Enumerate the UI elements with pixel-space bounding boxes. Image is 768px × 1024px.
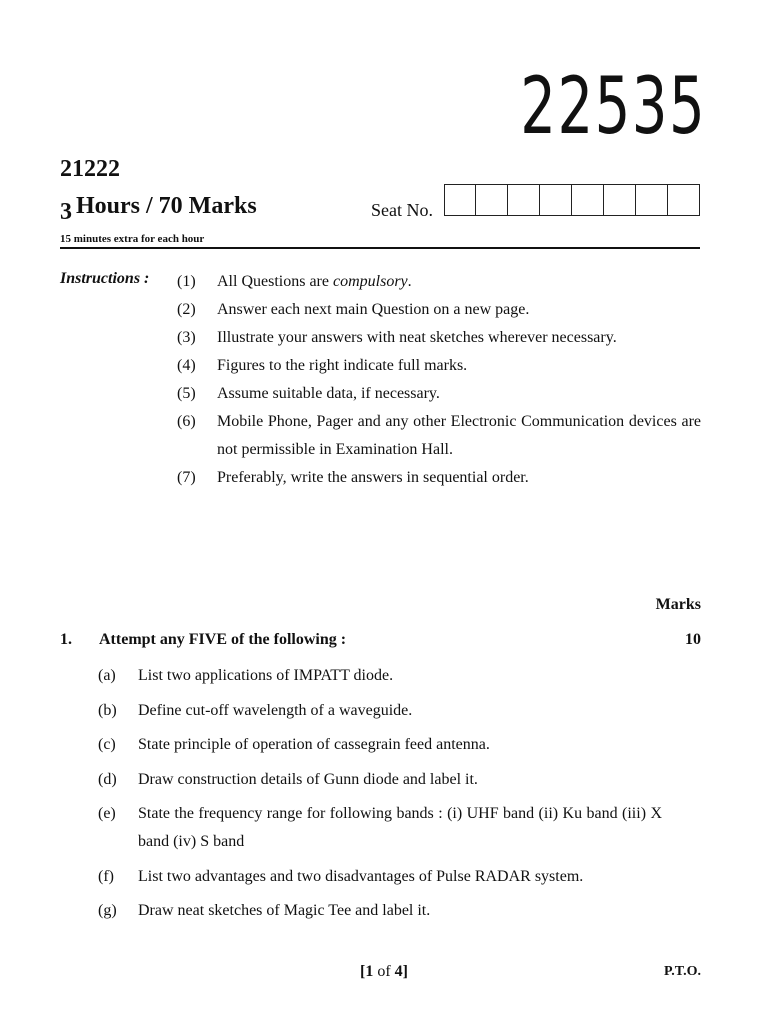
instruction-number: (4) — [177, 357, 196, 374]
instructions-list — [177, 268, 701, 492]
seat-number-boxes[interactable] — [444, 184, 700, 216]
subquestion — [98, 731, 662, 759]
page-current: 1 — [365, 963, 374, 980]
question-number: 1. — [60, 631, 72, 648]
subquestion — [98, 863, 662, 891]
subquestion-text: State principle of operation of cassegrain feed antenna. — [138, 736, 490, 753]
subquestion — [98, 766, 662, 794]
page-bracket-open: [ — [360, 963, 366, 980]
instruction-item — [177, 296, 701, 324]
subquestion — [98, 662, 662, 690]
instruction-text-main: All Questions are — [217, 273, 333, 290]
instruction-number: (7) — [177, 469, 196, 486]
subquestion-label: (e) — [98, 805, 116, 822]
instruction-emphasis: compulsory — [332, 273, 408, 290]
subquestion-label: (b) — [98, 701, 117, 719]
paper-code: 22535 — [520, 62, 706, 152]
subquestion-label: (a) — [98, 667, 116, 684]
instruction-text: Assume suitable data, if necessary. — [217, 385, 440, 402]
instruction-number: (6) — [177, 413, 196, 430]
subquestion-text: State the frequency range for following bands : (i) UHF band (ii) Ku band (iii) X band (iv) S band — [138, 805, 662, 850]
marks-column-header: Marks — [655, 596, 701, 613]
instruction-item — [177, 408, 701, 464]
instruction-number: (1) — [177, 273, 196, 290]
extra-time-note: 15 minutes extra for each hour — [60, 233, 205, 245]
instruction-item — [177, 464, 701, 492]
subquestion-label: (c) — [98, 736, 116, 753]
instruction-number: (3) — [177, 329, 196, 346]
seat-number-label: Seat No. — [371, 200, 433, 220]
instruction-text: Mobile Phone, Pager and any other Electronic Communication devices are not permissible in Examination Hall. — [217, 413, 701, 458]
question-marks: 10 — [685, 631, 701, 648]
seat-digit-box[interactable] — [604, 184, 636, 216]
seat-digit-box[interactable] — [508, 184, 540, 216]
question-title: Attempt any FIVE of the following : — [99, 631, 347, 648]
pto-label: P.T.O. — [664, 964, 701, 979]
instruction-text: Answer each next main Question on a new page. — [217, 301, 530, 318]
page-of: of — [373, 963, 395, 980]
instruction-text: Figures to the right indicate full marks. — [217, 357, 468, 374]
instruction-number: (2) — [177, 301, 196, 318]
subquestion-text: Define cut-off wavelength of a waveguide. — [138, 701, 413, 719]
subquestion-label: (f) — [98, 867, 114, 885]
instruction-text — [217, 268, 701, 296]
subquestion — [98, 800, 662, 856]
duration-number: 3 — [60, 199, 72, 225]
page-bracket-close: ] — [402, 963, 408, 980]
subquestion-label: (g) — [98, 902, 117, 919]
instruction-item — [177, 380, 701, 408]
seat-digit-box[interactable] — [572, 184, 604, 216]
seat-digit-box[interactable] — [540, 184, 572, 216]
seat-digit-box[interactable] — [636, 184, 668, 216]
subquestion-list — [98, 662, 662, 932]
exam-code: 21222 — [60, 156, 120, 182]
subquestion-text: List two applications of IMPATT diode. — [138, 667, 394, 684]
subquestion-text: List two advantages and two disadvantages of Pulse RADAR system. — [138, 867, 584, 885]
instruction-number: (5) — [177, 385, 196, 402]
duration — [60, 193, 257, 226]
seat-digit-box[interactable] — [668, 184, 700, 216]
instruction-text: Illustrate your answers with neat sketches wherever necessary. — [217, 329, 617, 346]
instruction-text-tail: . — [407, 273, 412, 290]
subquestion — [98, 897, 662, 925]
instructions-title: Instructions : — [60, 270, 150, 287]
duration-text: Hours / 70 Marks — [76, 193, 257, 219]
seat-digit-box[interactable] — [476, 184, 508, 216]
subquestion — [98, 697, 662, 725]
subquestion-text: Draw construction details of Gunn diode and label it. — [138, 770, 478, 788]
instruction-item — [177, 324, 701, 352]
page-total: 4 — [394, 963, 403, 980]
subquestion-label: (d) — [98, 770, 117, 788]
seat-digit-box[interactable] — [444, 184, 476, 216]
instruction-text: Preferably, write the answers in sequential order. — [217, 469, 529, 486]
header-divider — [60, 247, 700, 249]
instruction-item — [177, 268, 701, 296]
subquestion-text: Draw neat sketches of Magic Tee and label it. — [138, 902, 431, 919]
instruction-item — [177, 352, 701, 380]
page-number — [0, 963, 768, 981]
